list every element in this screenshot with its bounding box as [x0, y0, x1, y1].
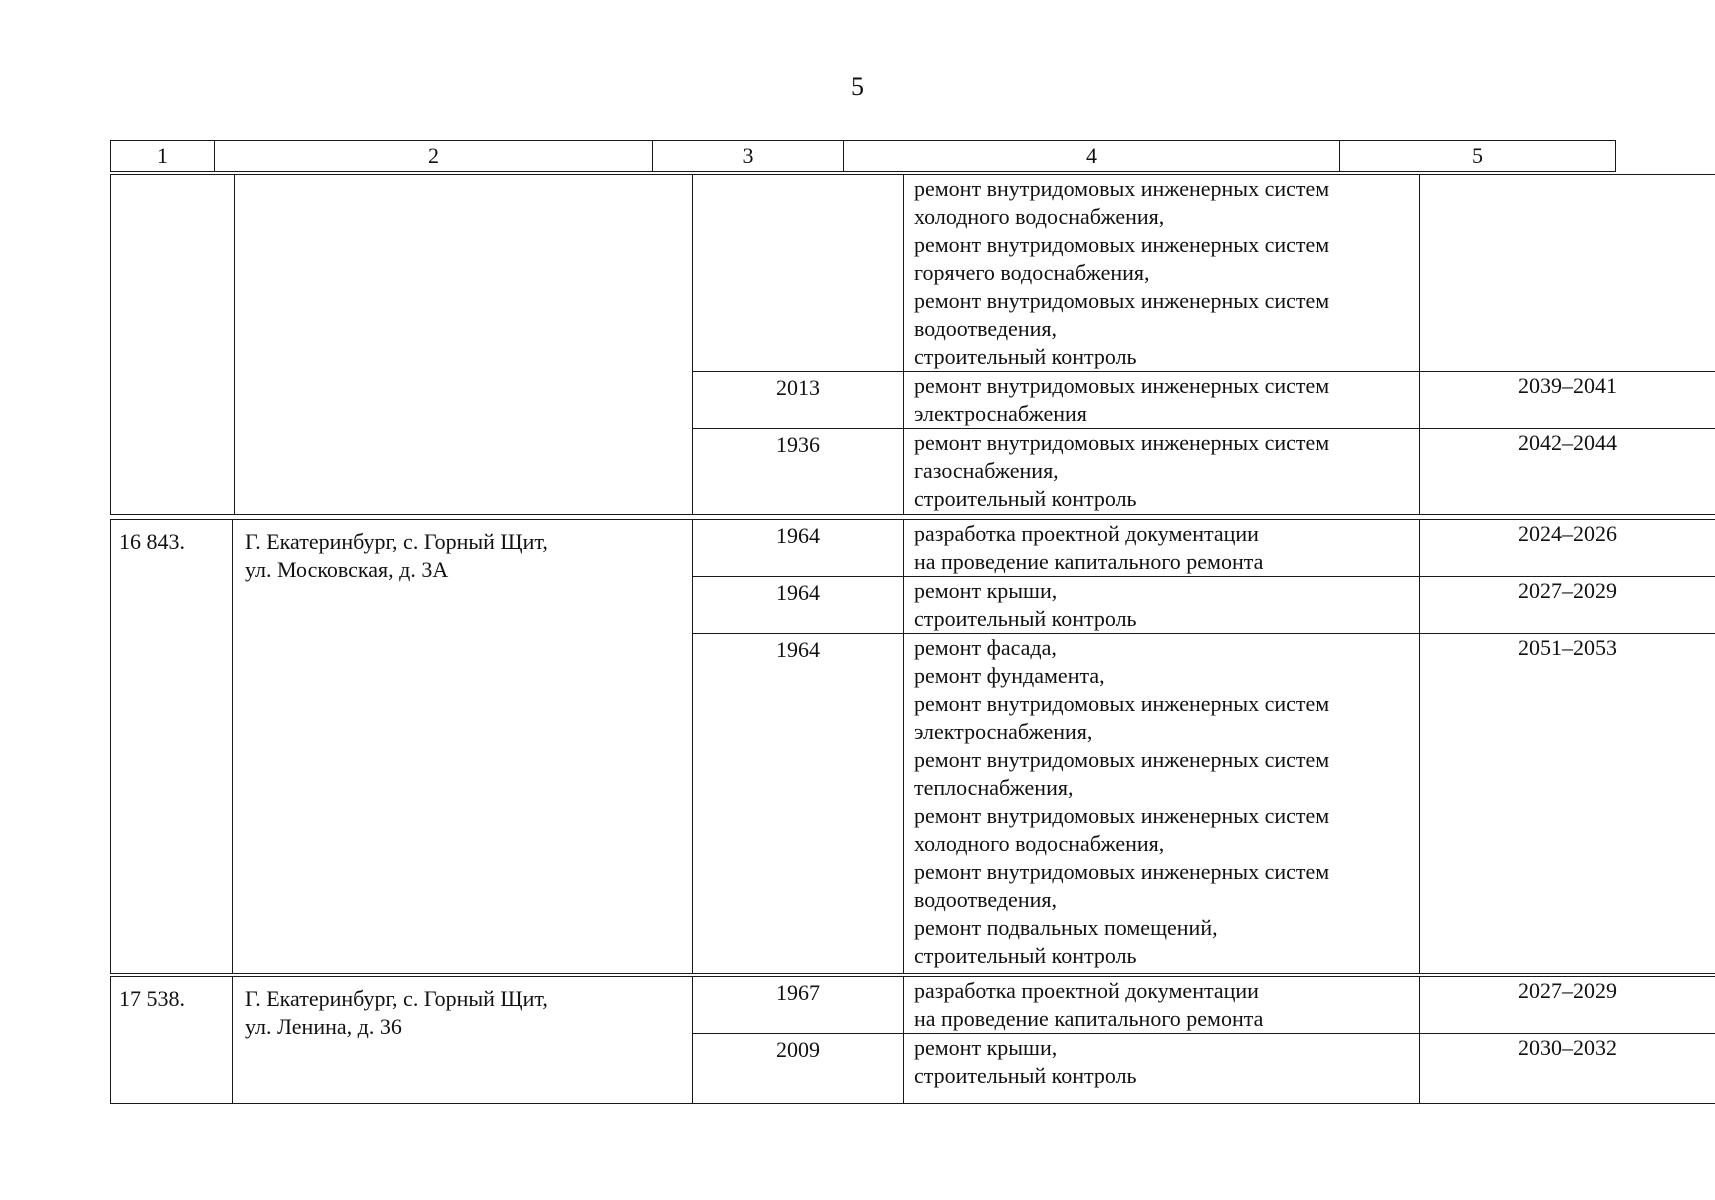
- works-line: ремонт крыши,: [914, 1035, 1058, 1060]
- works-line: электроснабжения: [914, 401, 1087, 426]
- works-cell: [904, 372, 1420, 429]
- entry-address: [233, 520, 693, 974]
- page-number: 5: [851, 72, 864, 101]
- header-col-2: 2: [215, 141, 653, 172]
- header-col-1: 1: [111, 141, 215, 172]
- entry-table: [110, 976, 1715, 1104]
- entry-number: 17 538.: [111, 977, 233, 1104]
- works-line: ремонт внутридомовых инженерных систем: [914, 803, 1330, 828]
- header-col-3: 3: [653, 141, 844, 172]
- table-row: [111, 175, 1715, 372]
- works-line: водоотведения,: [914, 316, 1057, 341]
- header-col-5: 5: [1340, 141, 1616, 172]
- works-line: ремонт внутридомовых инженерных систем: [914, 747, 1330, 772]
- period-cell: 2027–2029: [1420, 577, 1715, 634]
- entry-number: 16 843.: [111, 520, 233, 974]
- works-line: ремонт внутридомовых инженерных систем: [914, 288, 1330, 313]
- works-line: ремонт фундамента,: [914, 663, 1105, 688]
- works-line: теплоснабжения,: [914, 775, 1074, 800]
- header-row: [111, 141, 1616, 172]
- works-line: ремонт крыши,: [914, 578, 1058, 603]
- works-line: ремонт внутридомовых инженерных систем: [914, 430, 1330, 455]
- works-line: газоснабжения,: [914, 458, 1059, 483]
- header-col-4: 4: [844, 141, 1340, 172]
- works-line: ремонт фасада,: [914, 635, 1057, 660]
- works-cell: [904, 634, 1420, 974]
- continuation-table: [110, 174, 1715, 515]
- year-cell: 1967: [693, 977, 904, 1034]
- address-line: Г. Екатеринбург, с. Горный Щит,: [245, 529, 548, 554]
- works-line: разработка проектной документации: [914, 978, 1259, 1003]
- year-cell: 1964: [693, 577, 904, 634]
- works-line: ремонт внутридомовых инженерных систем: [914, 859, 1330, 884]
- works-line: строительный контроль: [914, 486, 1137, 511]
- works-line: водоотведения,: [914, 887, 1057, 912]
- year-cell: 1964: [693, 520, 904, 577]
- works-cell: [904, 520, 1420, 577]
- works-line: ремонт внутридомовых инженерных систем: [914, 373, 1330, 398]
- works-line: на проведение капитального ремонта: [914, 549, 1264, 574]
- address-line: ул. Ленина, д. 36: [245, 1014, 402, 1039]
- period-cell: 2024–2026: [1420, 520, 1715, 577]
- entry-number-cell: [111, 175, 235, 515]
- works-line: горячего водоснабжения,: [914, 260, 1150, 285]
- period-cell: 2030–2032: [1420, 1034, 1715, 1104]
- works-line: строительный контроль: [914, 943, 1137, 968]
- works-cell: [904, 577, 1420, 634]
- works-line: электроснабжения,: [914, 719, 1093, 744]
- works-line: ремонт внутридомовых инженерных систем: [914, 176, 1330, 201]
- address-line: Г. Екатеринбург, с. Горный Щит,: [245, 986, 548, 1011]
- works-line: разработка проектной документации: [914, 521, 1259, 546]
- works-line: строительный контроль: [914, 1063, 1137, 1088]
- year-cell: 2013: [693, 372, 904, 429]
- works-line: ремонт подвальных помещений,: [914, 915, 1218, 940]
- works-cell: [904, 175, 1420, 372]
- works-line: ремонт внутридомовых инженерных систем: [914, 691, 1330, 716]
- period-cell: 2027–2029: [1420, 977, 1715, 1034]
- works-line: холодного водоснабжения,: [914, 204, 1165, 229]
- period-cell: [1420, 175, 1715, 372]
- year-cell: [693, 175, 904, 372]
- works-line: строительный контроль: [914, 344, 1137, 369]
- entry-table: [110, 519, 1715, 974]
- works-cell: [904, 429, 1420, 515]
- year-cell: 1964: [693, 634, 904, 974]
- entry-address: [233, 977, 693, 1104]
- period-cell: 2042–2044: [1420, 429, 1715, 515]
- works-line: строительный контроль: [914, 606, 1137, 631]
- table-row: [111, 977, 1715, 1034]
- works-cell: [904, 977, 1420, 1034]
- period-cell: 2039–2041: [1420, 372, 1715, 429]
- year-cell: 2009: [693, 1034, 904, 1104]
- works-line: на проведение капитального ремонта: [914, 1006, 1264, 1031]
- entry-address-cell: [235, 175, 693, 515]
- address-line: ул. Московская, д. 3А: [245, 557, 449, 582]
- year-cell: 1936: [693, 429, 904, 515]
- works-cell: [904, 1034, 1420, 1104]
- table-row: [111, 520, 1715, 577]
- table-header: [110, 140, 1616, 172]
- period-cell: 2051–2053: [1420, 634, 1715, 974]
- works-line: холодного водоснабжения,: [914, 831, 1165, 856]
- works-line: ремонт внутридомовых инженерных систем: [914, 232, 1330, 257]
